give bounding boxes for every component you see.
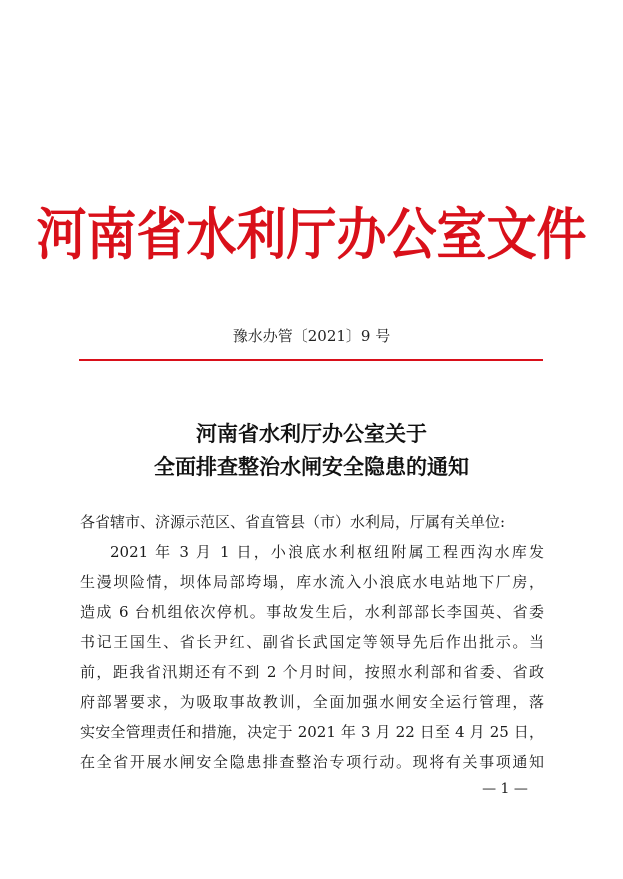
paragraph-line: 生漫坝险情，坝体局部垮塌，库水流入小浪底水电站地下厂房，: [80, 573, 544, 591]
paragraph-line: 书记王国生、省长尹红、副省长武国定等领导先后作出批示。当: [80, 633, 544, 651]
paragraph-line: 府部署要求，为吸取事故教训，全面加强水闸安全运行管理，落: [80, 693, 544, 711]
notice-body: [80, 507, 544, 777]
paragraph-line: 实安全管理责任和措施，决定于 2021 年 3 月 22 日至 4 月 25 日，: [80, 723, 544, 741]
notice-title-line-2: 全面排查整治水闸安全隐患的通知: [154, 454, 469, 479]
paragraph-line: 2021 年 3 月 1 日，小浪底水利枢纽附属工程西沟水库发: [110, 543, 544, 561]
paragraph-line: 在全省开展水闸安全隐患排查整治专项行动。现将有关事项通知: [80, 753, 544, 771]
page-number: — 1 —: [482, 781, 528, 797]
paragraph-line: 造成 6 台机组依次停机。事故发生后，水利部部长李国英、省委: [80, 603, 544, 621]
notice-title: [0, 417, 623, 483]
document-masthead: 河南省水利厅办公室文件: [36, 201, 587, 268]
red-separator-line: [79, 359, 543, 361]
notice-title-line-1: 河南省水利厅办公室关于: [196, 421, 427, 446]
paragraph-line: 前，距我省汛期还有不到 2 个月时间，按照水利部和省委、省政: [80, 663, 544, 681]
salutation-line: 各省辖市、济源示范区、省直管县（市）水利局，厅属有关单位:: [80, 513, 506, 531]
document-number: 豫水办管〔2021〕9 号: [232, 327, 391, 345]
